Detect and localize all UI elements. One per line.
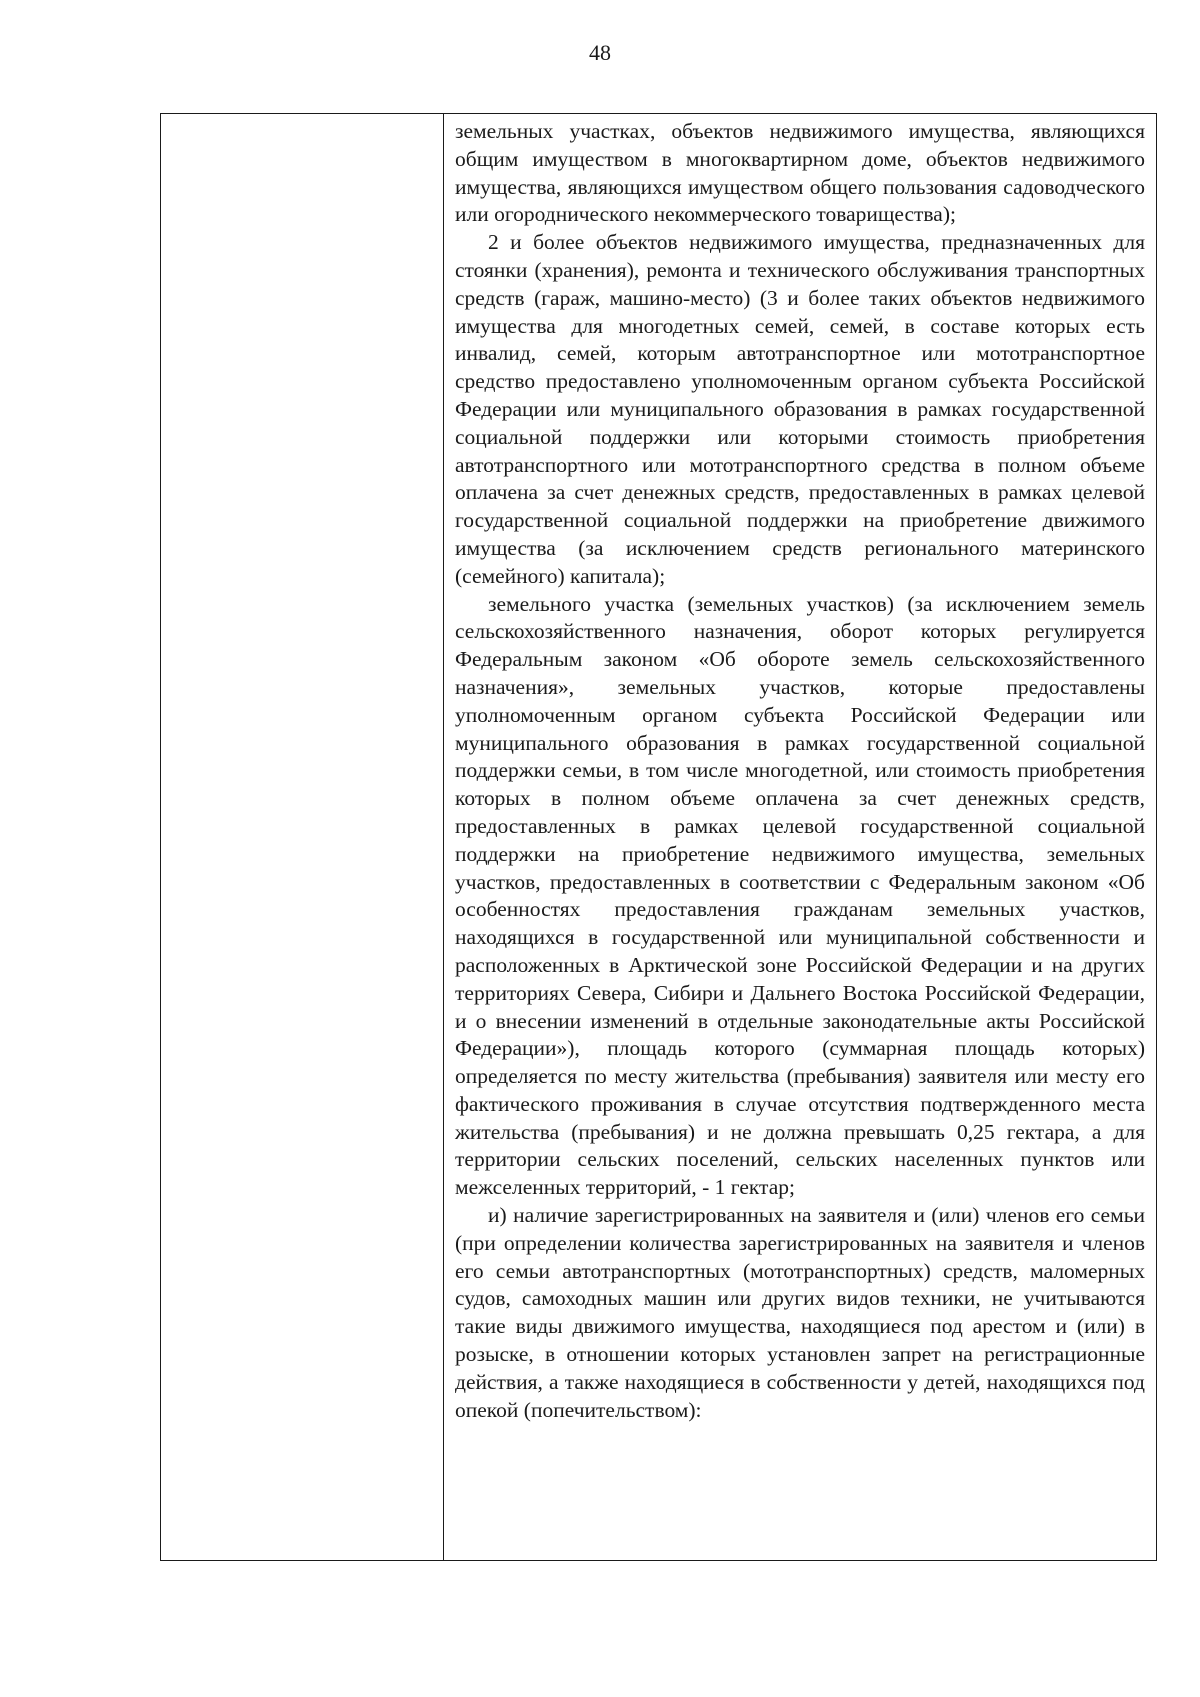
table-cell-left (161, 114, 444, 1561)
document-table (160, 113, 1157, 1561)
paragraph-continuation: земельных участках, объектов недвижимого имущества, являющихся общим имуществом в многоквартирном доме, объектов недвижимого имущества, являющихся имуществом общего пользования садоводческого или огороднического некоммерческого товарищества); (455, 119, 1145, 227)
paragraph-land-plot: земельного участка (земельных участков) (за исключением земель сельскохозяйственного назначения, оборот которых регулируется Федеральным законом «Об обороте земель сельскохозяйственного назначения», земельных участков, которые предоставлены уполномоченным органом субъекта Российской Федерации или муниципального образования в рамках государственной социальной поддержки семьи, в том числе многодетной, или стоимость приобретения которых в полном объеме оплачена за счет денежных средств, предоставленных в рамках целевой государственной социальной поддержки на приобретение недвижимого имущества, земельных участков, предоставленных в соответствии с Федеральным законом «Об особенностях предоставления гражданам земельных участков, находящихся в государственной или муниципальной собственности и расположенных в Арктической зоне Российской Федерации и на других территориях Севера, Сибири и Дальнего Востока Российской Федерации, и о внесении изменений в отдельные законодательные акты Российской Федерации»), площадь которого (суммарная площадь которых) определяется по месту жительства (пребывания) заявителя или месту его фактического проживания в случае отсутствия подтвержденного места жительства (пребывания) и не должна превышать 0,25 гектара, а для территории сельских поселений, сельских населенных пунктов или межселенных территорий, - 1 гектар; (455, 591, 1145, 1200)
paragraph-garage: 2 и более объектов недвижимого имущества, предназначенных для стоянки (хранения), ремонта и технического обслуживания транспортных средств (гараж, машино-место) (3 и более таких объектов недвижимого имущества для многодетных семей, семей, в составе которых есть инвалид, семей, которым автотранспортное или мототранспортное средство предоставлено уполномоченным органом субъекта Российской Федерации или муниципального образования в рамках государственной социальной поддержки или которыми стоимость приобретения автотранспортного или мототранспортного средства в полном объеме оплачена за счет денежных средств, предоставленных в рамках целевой государственной социальной поддержки на приобретение движимого имущества (за исключением средств регионального материнского (семейного) капитала); (455, 230, 1145, 588)
cell-text-block (444, 114, 1156, 1424)
table-row (161, 114, 1157, 1561)
paragraph-item-i: и) наличие зарегистрированных на заявителя и (или) членов его семьи (при определении количества зарегистрированных на заявителя и членов его семьи автотранспортных (мототранспортных) средств, маломерных судов, самоходных машин или других видов техники, не учитываются такие виды движимого имущества, находящиеся под арестом и (или) в розыске, в отношении которых установлен запрет на регистрационные действия, а также находящиеся в собственности у детей, находящихся под опекой (попечительством): (455, 1203, 1145, 1422)
page-number: 48 (589, 40, 611, 65)
table-cell-right (444, 114, 1157, 1561)
